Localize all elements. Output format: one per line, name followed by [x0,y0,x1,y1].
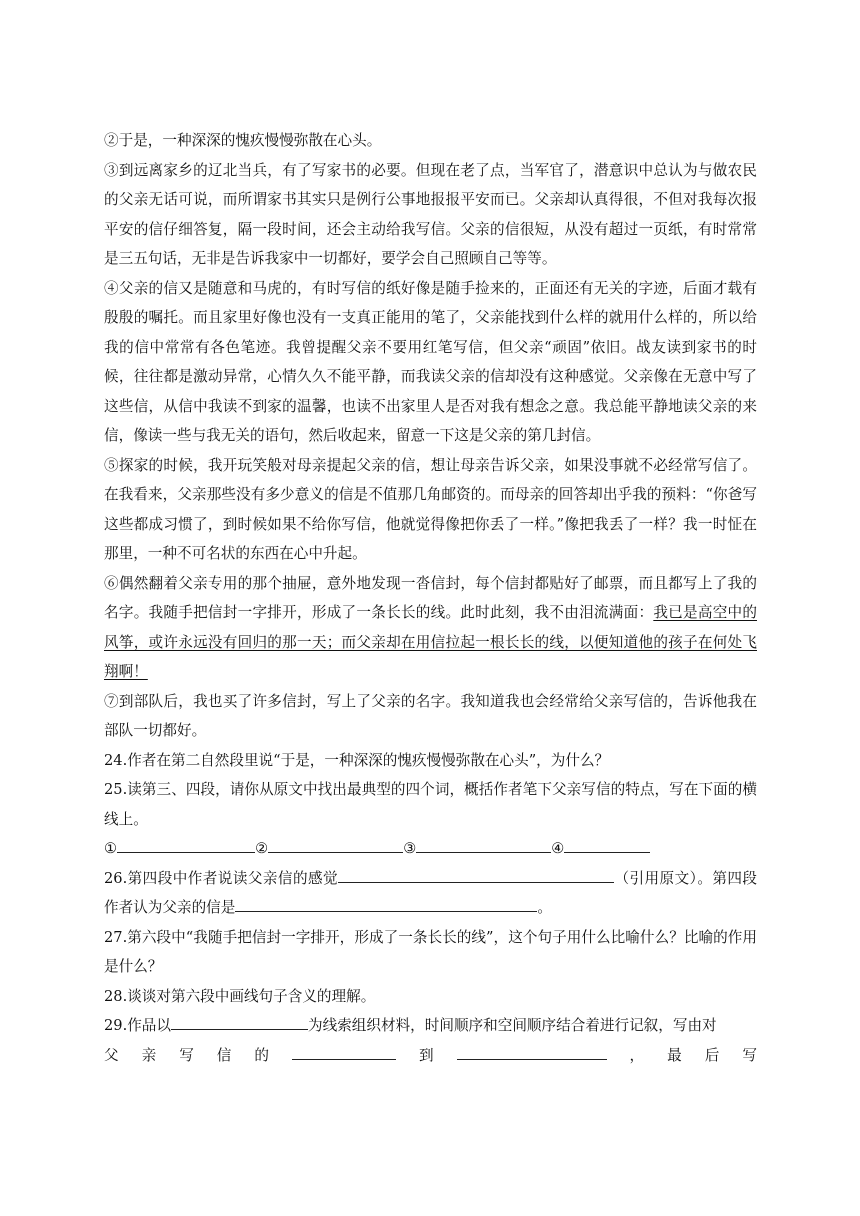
question-26 [104,864,757,923]
question-26-text-b: （引用原文）。第四段作者认为父亲的信是 [104,869,758,916]
question-25: 25.读第三、四段，请你从原文中找出最典型的四个词，概括作者笔下父亲写信的特点，写在下面的横线上。 [104,781,757,828]
question-24: 24.作者在第二自然段里说“于是，一种深深的愧疚慢慢弥散在心头”，为什么？ [104,751,610,769]
q29-char-1: 父 [104,1046,119,1064]
question-29-text-b: 为线索组织材料，时间顺序和空间顺序结合着进行记叙，写由对 [308,1017,717,1034]
q29-char-8: 最 [667,1046,682,1064]
answer-blank-1[interactable] [117,836,255,853]
paragraph-7: ⑦到部队后，我也买了许多信封，写上了父亲的名字。我知道我也会经常给父亲写信的，告诉他我在部队一切都好。 [104,692,757,739]
answer-blank-3[interactable] [416,836,551,853]
q29-char-10: 写 [742,1046,757,1064]
question-29-line-2 [104,1041,757,1071]
paragraph-6 [104,569,757,687]
paragraph-3: ③到远离家乡的辽北当兵，有了写家书的必要。但现在老了点，当军官了，潜意识中总认为与做农民的父亲无话可说，而所谓家书其实只是例行公事地报报平安而已。父亲却认真得很，不但对我每次报平安的信仔细答复，隔一段时间，还会主动给我写信。父亲的信很短，从没有超过一页纸，有时常常是三五句话，无非是告诉我家中一切都好，要学会自己照顾自己等等。 [104,161,757,267]
q29-char-6: 到 [418,1046,434,1064]
question-28: 28.谈谈对第六段中画线句子含义的理解。 [104,987,376,1005]
document-body [104,126,757,1070]
q29-char-4: 信 [216,1046,232,1064]
q29-char-7: ， [629,1046,645,1064]
q29-char-2: 亲 [141,1046,157,1064]
answer-blank-26b[interactable] [235,895,537,912]
paragraph-5: ⑤探家的时候，我开玩笑般对母亲提起父亲的信，想让母亲告诉父亲，如果没事就不必经常写信了。在我看来，父亲那些没有多少意义的信是不值那几角邮资的。而母亲的回答却出乎我的预料：“你爸写这些都成习惯了，到时候如果不给你写信，他就觉得像把你丢了一样。”像把我丢了一样？我一时怔在那里，一种不可名状的东西在心中升起。 [104,456,757,562]
answer-blank-26a[interactable] [338,866,614,883]
question-25-answer-row [104,834,757,864]
answer-mark-3: ③ [403,840,417,857]
question-29 [104,1011,757,1041]
question-27: 27.第六段中“我随手把信封一字排开，形成了一条长长的线”，这个句子用什么比喻什么？比喻的作用是什么？ [104,928,757,975]
underlined-sentence: 我已是高空中的风筝，或许永远没有回归的那一天；而父亲却在用信拉起一根长长的线，以便知道他的孩子在何处飞翔啊！ [104,604,757,680]
question-26-text-a: 26.第四段中作者说读父亲信的感觉 [104,869,339,887]
answer-mark-4: ④ [551,840,565,857]
answer-mark-1: ① [104,840,118,857]
paragraph-6-text: ⑥偶然翻着父亲专用的那个抽屉，意外地发现一沓信封，每个信封都贴好了邮票，而且都写上了我的名字。我随手把信封一字排开，形成了一条长长的线。此时此刻，我不由泪流满面： [104,574,757,621]
answer-blank-29b[interactable] [292,1043,396,1060]
answer-blank-2[interactable] [268,836,403,853]
q29-char-9: 后 [704,1046,720,1064]
question-29-text-a: 29.作品以 [104,1017,171,1034]
paragraph-2: ②于是，一种深深的愧疚慢慢弥散在心头。 [104,132,382,149]
q29-char-3: 写 [179,1046,194,1064]
paragraph-4: ④父亲的信又是随意和马虎的，有时写信的纸好像是随手捡来的，正面还有无关的字迹，后面才载有殷殷的嘱托。而且家里好像也没有一支真正能用的笔了，父亲能找到什么样的就用什么样的，所以给我的信中常常有各色笔迹。我曾提醒父亲不要用红笔写信，但父亲“顽固”依旧。战友读到家书的时候，往往都是激动异常，心情久久不能平静，而我读父亲的信却没有这种感觉。父亲像在无意中写了这些信，从信中我读不到家的温馨，也读不出家里人是否对我有想念之意。我总能平静地读父亲的来信，像读一些与我无关的语句，然后收起来，留意一下这是父亲的第几封信。 [104,279,757,444]
answer-blank-4[interactable] [564,836,650,853]
question-26-text-c: 。 [537,899,552,916]
answer-mark-2: ② [255,840,269,857]
answer-blank-29c[interactable] [457,1043,607,1060]
answer-blank-29a[interactable] [171,1013,308,1030]
q29-char-5: 的 [254,1046,269,1064]
